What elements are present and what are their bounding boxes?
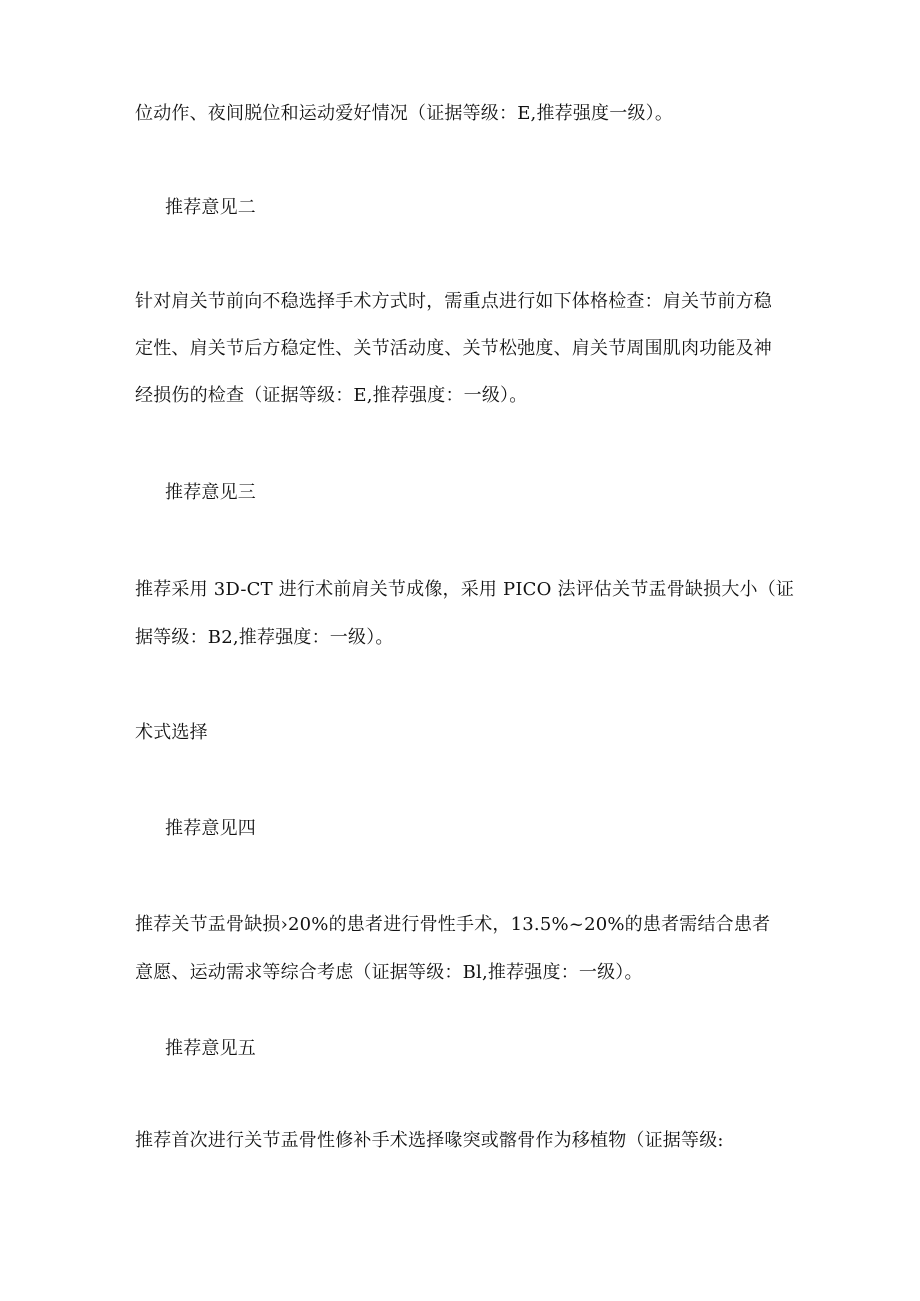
section-title: 术式选择 xyxy=(135,722,208,743)
paragraph-line: 经损伤的检查（证据等级：E,推荐强度：一级）。 xyxy=(135,385,528,406)
paragraph-line: 推荐采用 3D-CT 进行术前肩关节成像，采用 PICO 法评估关节盂骨缺损大小（证 xyxy=(135,579,795,600)
recommendation-heading-4: 推荐意见四 xyxy=(165,818,256,839)
recommendation-heading-2: 推荐意见二 xyxy=(165,197,256,218)
paragraph-line: 针对肩关节前向不稳选择手术方式时，需重点进行如下体格检查：肩关节前方稳 xyxy=(135,291,772,312)
paragraph-line: 据等级：B2,推荐强度：一级）。 xyxy=(135,627,394,648)
paragraph-line: 定性、肩关节后方稳定性、关节活动度、关节松弛度、肩关节周围肌肉功能及神 xyxy=(135,338,772,359)
paragraph-line: 推荐首次进行关节盂骨性修补手术选择喙突或髂骨作为移植物（证据等级: xyxy=(135,1130,724,1151)
paragraph-line: 推荐关节盂骨缺损›20%的患者进行骨性手术，13.5%~20%的患者需结合患者 xyxy=(135,914,771,935)
paragraph-line: 意愿、运动需求等综合考虑（证据等级：Bl,推荐强度：一级）。 xyxy=(135,962,643,983)
recommendation-heading-3: 推荐意见三 xyxy=(165,482,256,503)
recommendation-heading-5: 推荐意见五 xyxy=(165,1038,256,1059)
paragraph-line: 位动作、夜间脱位和运动爱好情况（证据等级：E,推荐强度一级）。 xyxy=(135,103,674,124)
